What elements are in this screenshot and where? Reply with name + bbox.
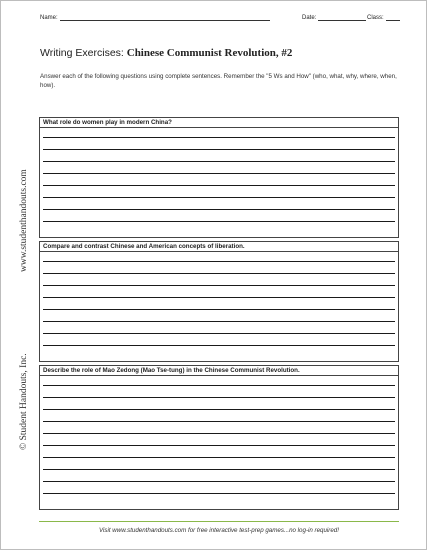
name-line bbox=[60, 14, 270, 21]
instructions: Answer each of the following questions using complete sentences. Remember the "5 Ws and How" (who, what, why, where, when, how). bbox=[40, 73, 397, 89]
writing-line bbox=[43, 173, 395, 174]
writing-line bbox=[43, 345, 395, 346]
writing-line bbox=[43, 385, 395, 386]
writing-line bbox=[43, 273, 395, 274]
date-field bbox=[302, 14, 366, 21]
sidebar bbox=[7, 140, 29, 460]
writing-line bbox=[43, 493, 395, 494]
class-line bbox=[386, 14, 400, 21]
question-prompt: What role do women play in modern China? bbox=[40, 118, 398, 128]
question-box-2 bbox=[39, 241, 399, 362]
page-title bbox=[40, 47, 292, 59]
writing-line bbox=[43, 397, 395, 398]
writing-line bbox=[43, 209, 395, 210]
name-label: Name: bbox=[40, 15, 58, 21]
writing-line bbox=[43, 137, 395, 138]
writing-line bbox=[43, 197, 395, 198]
writing-line bbox=[43, 409, 395, 410]
writing-line bbox=[43, 333, 395, 334]
footer-text: Visit www.studenthandouts.com for free interactive test-prep games...no log-in required! bbox=[99, 527, 339, 534]
title-prefix: Writing Exercises: bbox=[40, 47, 127, 59]
class-field bbox=[367, 14, 400, 21]
sidebar-website: www.studenthandouts.com bbox=[19, 169, 29, 272]
writing-line bbox=[43, 297, 395, 298]
writing-line bbox=[43, 433, 395, 434]
writing-line bbox=[43, 309, 395, 310]
writing-line bbox=[43, 481, 395, 482]
question-box-1 bbox=[39, 117, 399, 238]
writing-line bbox=[43, 261, 395, 262]
question-prompt: Describe the role of Mao Zedong (Mao Tse-tung) in the Chinese Communist Revolution. bbox=[40, 366, 398, 376]
writing-line bbox=[43, 321, 395, 322]
question-prompt: Compare and contrast Chinese and American concepts of liberation. bbox=[40, 242, 398, 252]
header-fields bbox=[40, 12, 400, 24]
date-line bbox=[318, 14, 366, 21]
name-field bbox=[40, 14, 270, 21]
writing-line bbox=[43, 421, 395, 422]
sidebar-copyright: © Student Handouts, Inc. bbox=[19, 353, 29, 450]
question-box-3 bbox=[39, 365, 399, 510]
writing-line bbox=[43, 161, 395, 162]
writing-line bbox=[43, 469, 395, 470]
footer-rule bbox=[39, 521, 399, 522]
writing-line bbox=[43, 457, 395, 458]
class-label: Class: bbox=[367, 15, 384, 21]
writing-line bbox=[43, 221, 395, 222]
writing-line bbox=[43, 185, 395, 186]
title-topic: Chinese Communist Revolution, #2 bbox=[126, 47, 293, 59]
date-label: Date: bbox=[302, 15, 317, 21]
writing-line bbox=[43, 285, 395, 286]
writing-line bbox=[43, 445, 395, 446]
writing-line bbox=[43, 149, 395, 150]
